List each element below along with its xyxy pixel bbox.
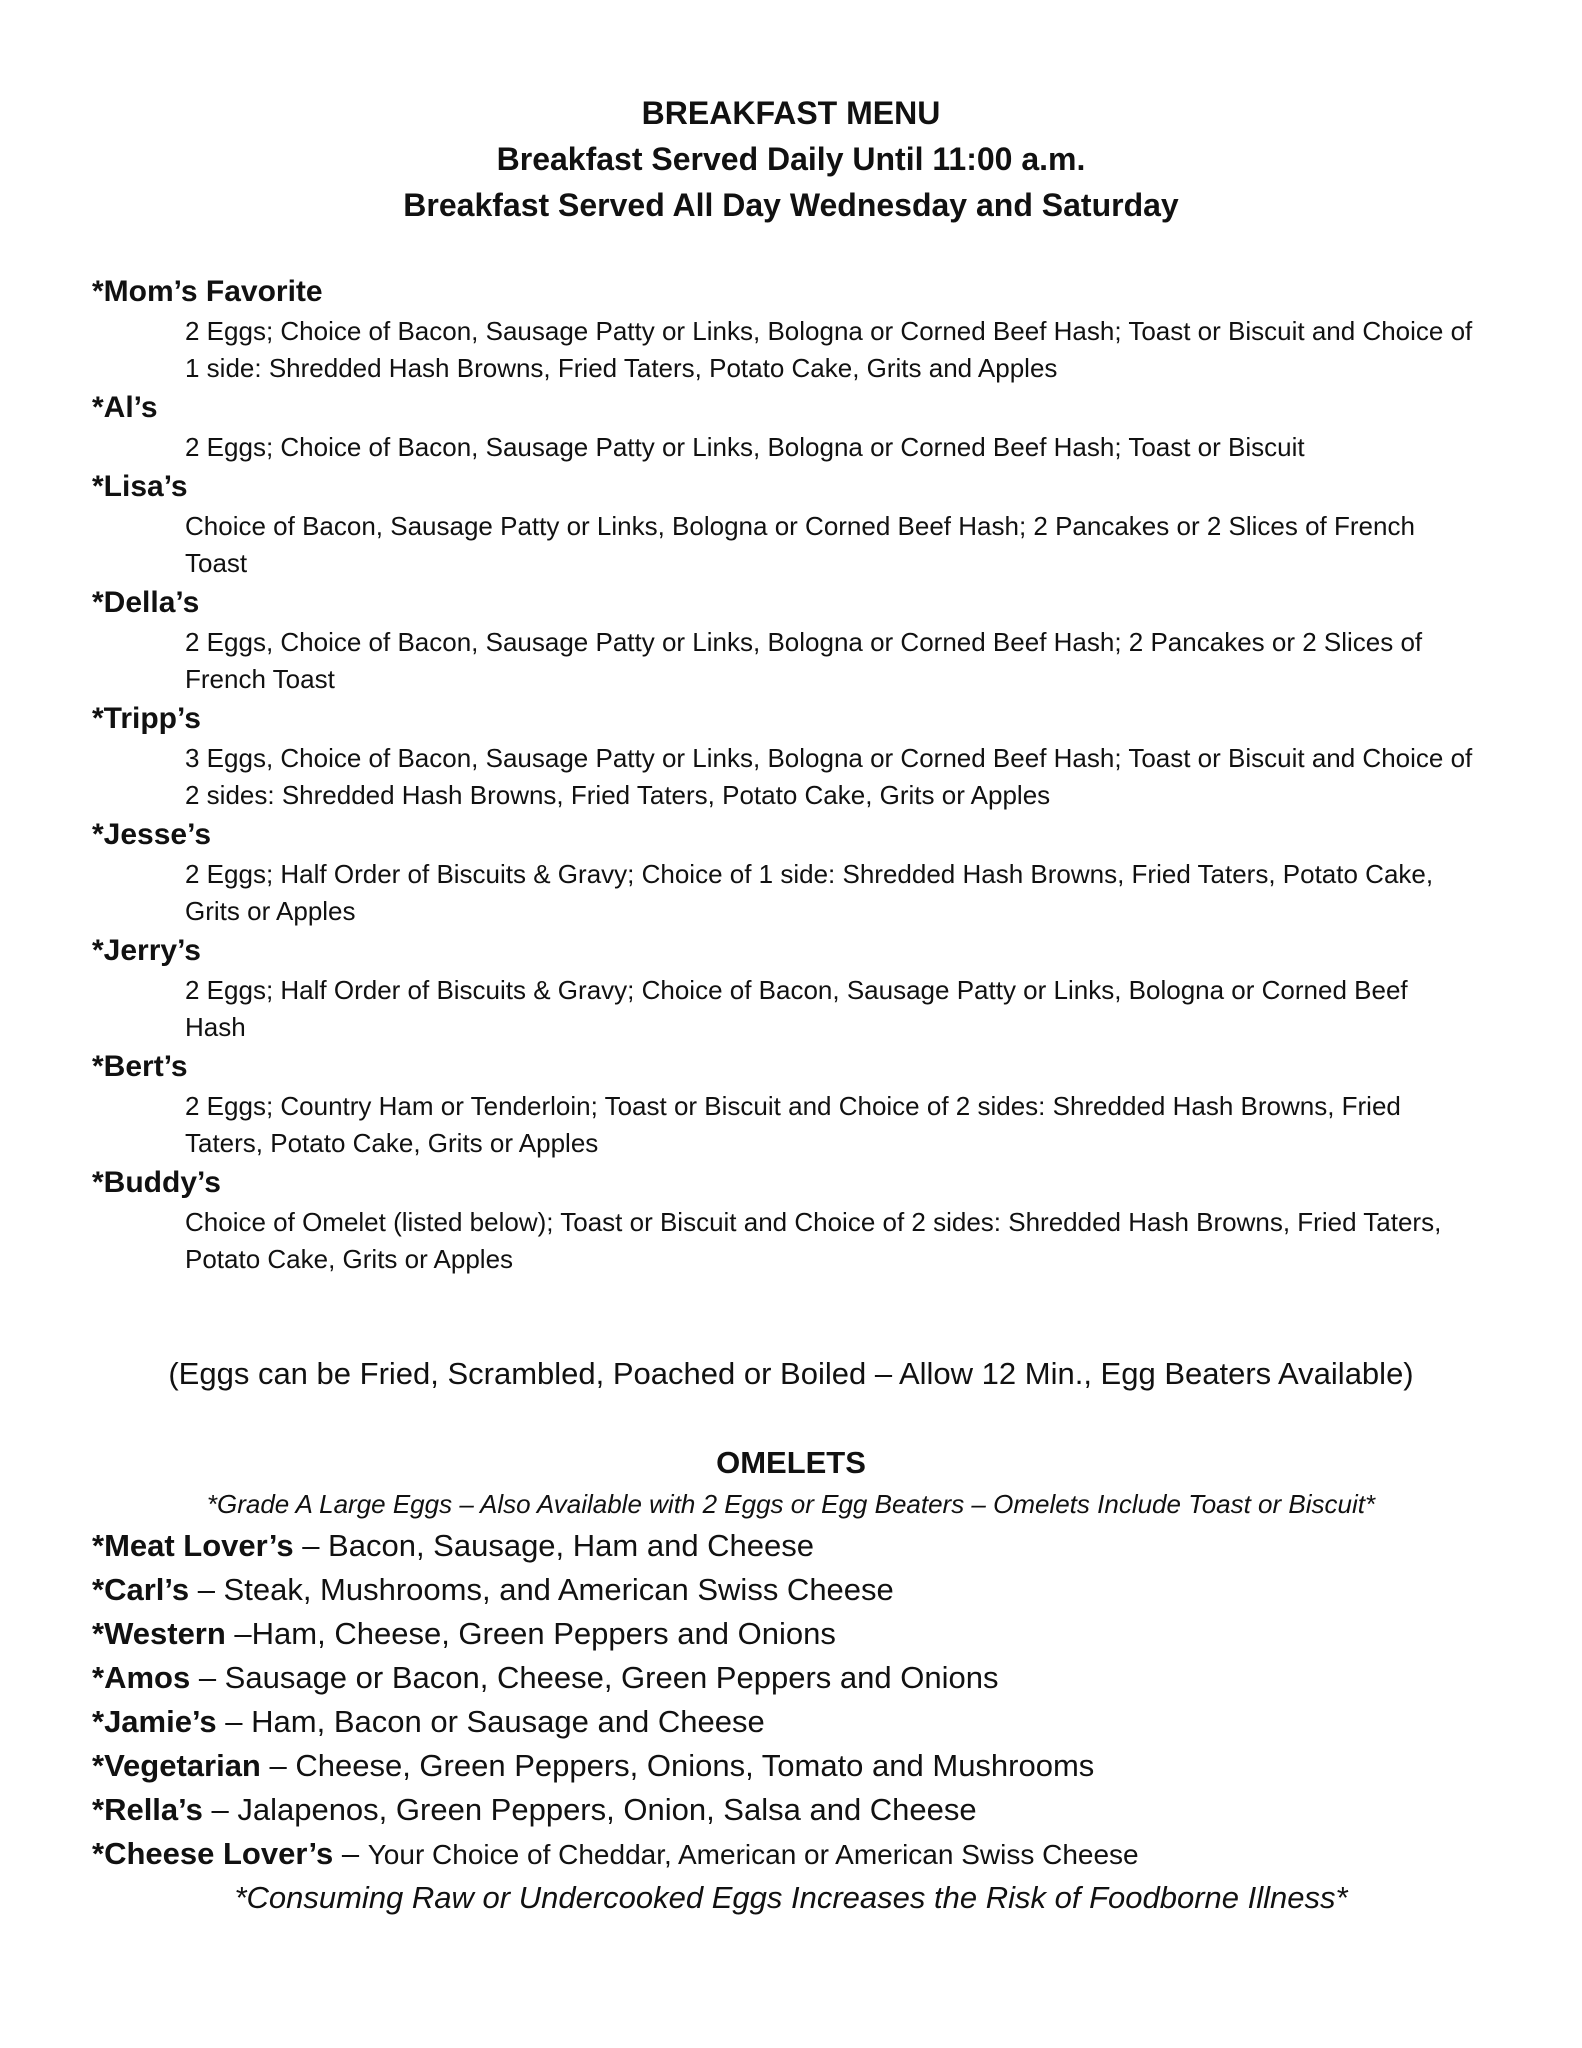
omelet-description: Your Choice of Cheddar, American or American Swiss Cheese [367,1839,1139,1870]
omelet-name: *Carl’s [92,1572,190,1607]
omelet-name: *Jamie’s [92,1704,217,1739]
omelet-item [92,1568,1532,1612]
omelet-item [92,1524,1532,1568]
omelets-section-title: OMELETS [716,1445,866,1480]
omelet-name: *Rella’s [92,1792,203,1827]
omelet-name: *Vegetarian [92,1748,261,1783]
menu-item-name: *Bert’s [92,1050,188,1083]
omelet-name: *Western [92,1616,226,1651]
menu-item [92,583,1512,698]
breakfast-hours: Breakfast Served Daily Until 11:00 a.m. [496,141,1086,177]
menu-item-name: *Al’s [92,391,158,424]
omelet-item [92,1700,1532,1744]
foodborne-illness-warning: *Consuming Raw or Undercooked Eggs Increases the Risk of Foodborne Illness* [234,1880,1348,1915]
menu-item [92,1047,1512,1162]
breakfast-items-list [92,272,1512,1279]
omelet-item [92,1612,1532,1656]
menu-item-name: *Buddy’s [92,1166,221,1199]
menu-title: BREAKFAST MENU [641,95,941,131]
omelet-description: – Jalapenos, Green Peppers, Onion, Salsa and Cheese [202,1792,977,1827]
omelets-subtitle: *Grade A Large Eggs – Also Available with 2 Eggs or Egg Beaters – Omelets Include Toast or Biscuit* [206,1489,1376,1519]
menu-item [92,1163,1512,1278]
menu-item-description: 2 Eggs; Country Ham or Tenderloin; Toast or Biscuit and Choice of 2 sides: Shredded Hash Browns, Fried Taters, Potato Cake, Grits or Apples [185,1091,1401,1158]
omelet-description: – Sausage or Bacon, Cheese, Green Peppers and Onions [190,1660,999,1695]
omelet-description: – Steak, Mushrooms, and American Swiss Cheese [189,1572,894,1607]
menu-item [92,388,1512,466]
omelet-item [92,1788,1532,1832]
menu-item [92,815,1512,930]
menu-item-name: *Tripp’s [92,702,201,735]
menu-item-description: Choice of Bacon, Sausage Patty or Links, Bologna or Corned Beef Hash; 2 Pancakes or 2 Slices of French Toast [185,511,1415,578]
menu-item-name: *Mom’s Favorite [92,275,323,308]
omelet-item [92,1656,1532,1700]
menu-item-description: 3 Eggs, Choice of Bacon, Sausage Patty or Links, Bologna or Corned Beef Hash; Toast or Biscuit and Choice of 2 sides: Shredded Hash Browns, Fried Taters, Potato Cake, Grits or Apples [185,743,1473,810]
menu-item-description: 2 Eggs; Half Order of Biscuits & Gravy; Choice of 1 side: Shredded Hash Browns, Fried Taters, Potato Cake, Grits or Apples [185,859,1434,926]
omelet-description: – Bacon, Sausage, Ham and Cheese [293,1528,815,1563]
menu-item-description: 2 Eggs; Half Order of Biscuits & Gravy; Choice of Bacon, Sausage Patty or Links, Bologna or Corned Beef Hash [185,975,1408,1042]
menu-item-name: *Lisa’s [92,470,188,503]
menu-item-description: 2 Eggs; Choice of Bacon, Sausage Patty or Links, Bologna or Corned Beef Hash; Toast or Biscuit and Choice of 1 side: Shredded Hash Browns, Fried Taters, Potato Cake, Grits and Apples [185,316,1473,383]
menu-item-description: 2 Eggs; Choice of Bacon, Sausage Patty or Links, Bologna or Corned Beef Hash; Toast or Biscuit [185,432,1305,462]
omelet-description: – Ham, Bacon or Sausage and Cheese [216,1704,765,1739]
eggs-preparation-note: (Eggs can be Fried, Scrambled, Poached or Boiled – Allow 12 Min., Egg Beaters Available) [168,1356,1414,1391]
omelet-name: *Cheese Lover’s [92,1836,334,1871]
menu-item [92,467,1512,582]
menu-item-description: Choice of Omelet (listed below); Toast or Biscuit and Choice of 2 sides: Shredded Hash Browns, Fried Taters, Potato Cake, Grits or Apples [185,1207,1442,1274]
omelet-description: –Ham, Cheese, Green Peppers and Onions [225,1616,836,1651]
omelet-description: – Cheese, Green Peppers, Onions, Tomato and Mushrooms [260,1748,1095,1783]
breakfast-all-day-note: Breakfast Served All Day Wednesday and Saturday [403,187,1179,223]
menu-item [92,272,1512,387]
omelet-name: *Meat Lover’s [92,1528,294,1563]
menu-header [0,90,1582,228]
omelet-item [92,1832,1532,1877]
menu-item [92,931,1512,1046]
omelet-dash: – [333,1836,368,1871]
omelet-name: *Amos [92,1660,191,1695]
menu-item-name: *Jesse’s [92,818,212,851]
omelets-list [92,1524,1532,1877]
omelet-item [92,1744,1532,1788]
menu-item-description: 2 Eggs, Choice of Bacon, Sausage Patty or Links, Bologna or Corned Beef Hash; 2 Pancakes or 2 Slices of French Toast [185,627,1423,694]
menu-item-name: *Jerry’s [92,934,201,967]
menu-item-name: *Della’s [92,586,200,619]
menu-item [92,699,1512,814]
